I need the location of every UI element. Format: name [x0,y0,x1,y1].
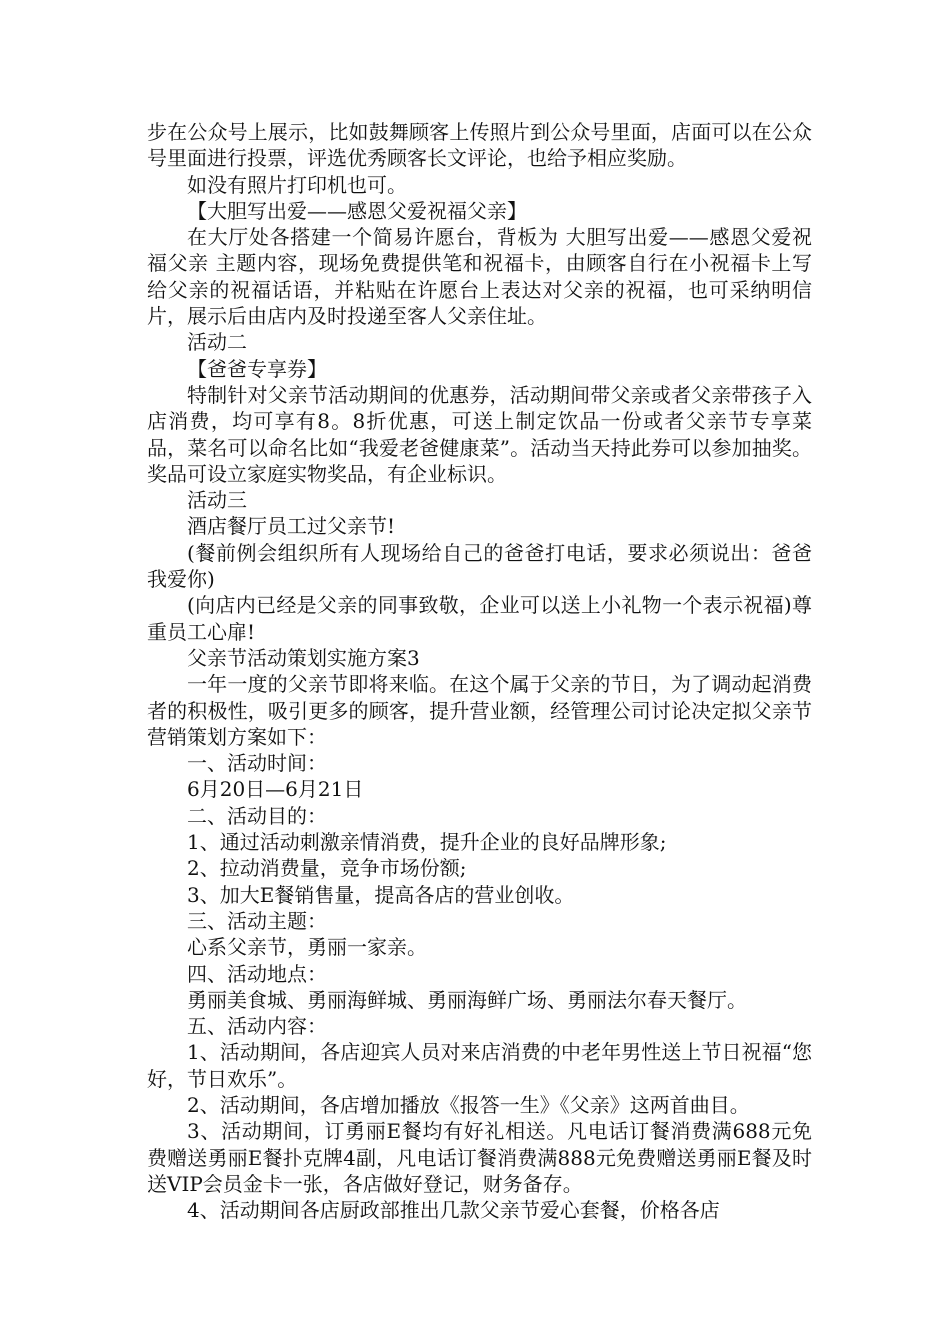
section-heading: 【大胆写出爱——感恩父爱祝福父亲】 [187,198,527,223]
paragraph: 如没有照片打印机也可。 [187,172,407,197]
section-heading: 【爸爸专享券】 [187,356,327,381]
document-page [147,119,812,1223]
list-item: 1、通过活动刺激亲情消费，提升企业的良好品牌形象; [187,830,667,855]
paragraph: 酒店餐厅员工过父亲节! [187,514,396,539]
paragraph: (餐前例会组织所有人现场给自己的爸爸打电话，要求必须说出：爸爸我爱你) [147,540,812,592]
paragraph: (向店内已经是父亲的同事致敬，企业可以送上小礼物一个表示祝福)尊重员工心扉! [147,593,812,644]
paragraph: 在大厅处各搭建一个简易许愿台，背板为 大胆写出爱——感恩父爱祝福父亲 主题内容，现场免费提供笔和祝福卡，由顾客自行在小祝福卡上写给父亲的祝福话语，并粘贴在许愿台上表达对父亲的祝福，也可采纳明信片，展示后由店内及时投递至客人父亲住址。 [147,225,812,329]
section-heading: 一、活动时间： [187,751,327,776]
section-heading: 四、活动地点： [187,961,327,986]
section-heading: 三、活动主题： [187,908,327,933]
list-item: 3、加大E餐销售量，提高各店的营业创收。 [187,882,575,907]
paragraph: 心系父亲节，勇丽一家亲。 [187,935,427,960]
list-item: 2、活动期间，各店增加播放《报答一生》《父亲》这两首曲目。 [187,1092,750,1117]
paragraph: 一年一度的父亲节即将来临。在这个属于父亲的节日，为了调动起消费者的积极性，吸引更多的顾客，提升营业额，经管理公司讨论决定拟父亲节营销策划方案如下： [147,672,812,749]
section-heading: 活动二 [187,330,247,355]
section-heading: 五、活动内容： [187,1014,327,1039]
list-item: 2、拉动消费量，竞争市场份额; [187,856,467,881]
paragraph: 勇丽美食城、勇丽海鲜城、勇丽海鲜广场、勇丽法尔春天餐厅。 [187,987,747,1012]
section-heading: 二、活动目的： [187,803,327,828]
list-item: 4、活动期间各店厨政部推出几款父亲节爱心套餐，价格各店 [187,1198,720,1223]
list-item: 1、活动期间，各店迎宾人员对来店消费的中老年男性送上节日祝福“您好，节日欢乐”。 [147,1040,812,1091]
section-heading: 活动三 [187,488,247,513]
paragraph: 步在公众号上展示，比如鼓舞顾客上传照片到公众号里面，店面可以在公众号里面进行投票，评选优秀顾客长文评论，也给予相应奖励。 [147,120,812,171]
list-item: 3、活动期间，订勇丽E餐均有好礼相送。凡电话订餐消费满688元免费赠送勇丽E餐扑克牌4副，凡电话订餐消费满888元免费赠送勇丽E餐及时送VIP会员金卡一张，各店做好登记，财务备存。 [147,1119,812,1196]
paragraph: 6月20日—6月21日 [187,777,364,802]
document-title: 父亲节活动策划实施方案3 [187,645,420,670]
paragraph: 特制针对父亲节活动期间的优惠券，活动期间带父亲或者父亲带孩子入店消费，均可享有8。8折优惠，可送上制定饮品一份或者父亲节专享菜品，菜名可以命名比如“我爱老爸健康菜”。活动当天持此券可以参加抽奖。奖品可设立家庭实物奖品，有企业标识。 [147,382,812,486]
